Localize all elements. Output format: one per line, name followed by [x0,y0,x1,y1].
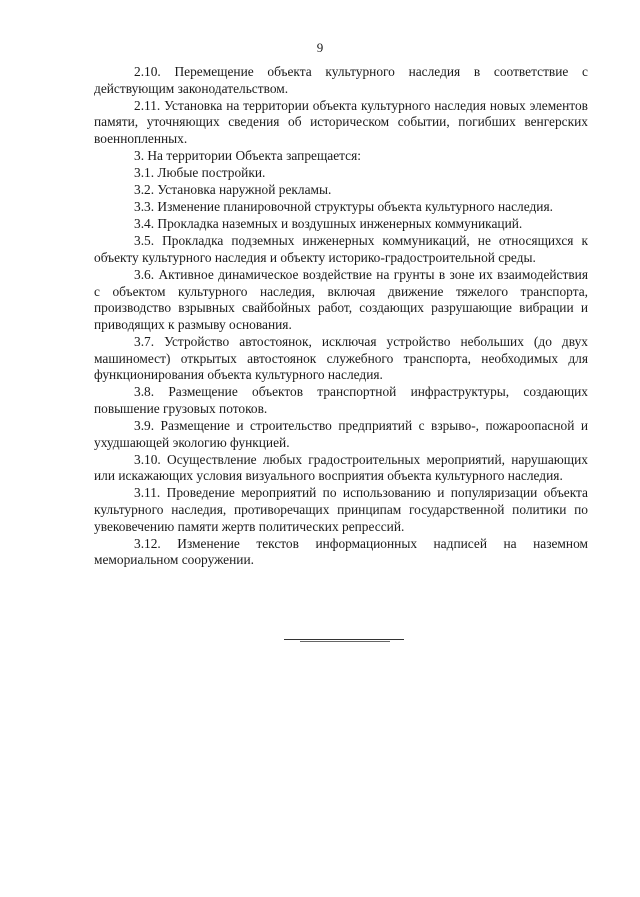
paragraph-3-1: 3.1. Любые постройки. [134,165,266,181]
paragraph-3-3: 3.3. Изменение планировочной структуры объекта культурного наследия. [134,199,553,215]
paragraph-3-5: 3.5. Прокладка подземных инженерных коммуникаций, не относящихся к объекту культурного наследия и объекту историко-градостроительной среды. [94,233,588,266]
paragraph-3-8: 3.8. Размещение объектов транспортной инфраструктуры, создающих повышение грузовых потоков. [94,384,588,416]
document-body [94,64,588,569]
end-of-text-divider [284,639,404,640]
paragraph-3-4: 3.4. Прокладка наземных и воздушных инженерных коммуникаций. [134,216,523,232]
paragraph-3-9: 3.9. Размещение и строительство предприятий с взрыво-, пожароопасной и ухудшающей экологию функцией. [94,417,588,450]
end-of-text-divider-underline [300,641,390,642]
paragraph-3-6: 3.6. Активное динамическое воздействие на грунты в зоне их взаимодействия с объектом культурного наследия, включая движение тяжелого транспорта, производство взрывных свайбойных работ, создающих разрушающие вибрации и приводящих к размыву основания. [94,267,588,332]
paragraph-3-10: 3.10. Осуществление любых градостроительных мероприятий, нарушающих или искажающих условия визуального восприятия объекта культурного наследия. [94,451,588,484]
paragraph-3-11: 3.11. Проведение мероприятий по использованию и популяризации объекта культурного наследия, противоречащих принципам государственной политики по увековечению памяти жертв политических репрессий. [94,485,588,534]
paragraph-3-7: 3.7. Устройство автостоянок, исключая устройство небольших (до двух машиномест) открытых автостоянок служебного транспорта, необходимых для функционирования объекта культурного наследия. [94,334,588,383]
paragraph-3-2: 3.2. Установка наружной рекламы. [134,182,332,198]
paragraph-3-12: 3.12. Изменение текстов информационных надписей на наземном мемориальном сооружении. [94,535,588,568]
paragraph-2-11: 2.11. Установка на территории объекта культурного наследия новых элементов памяти, уточняющих сведения об историческом событии, погибших венгерских военнопленных. [94,97,588,146]
paragraph-3: 3. На территории Объекта запрещается: [134,147,361,163]
paragraph-2-10: 2.10. Перемещение объекта культурного наследия в соответствие с действующим законодательством. [94,64,588,96]
page-number: 9 [316,40,324,55]
